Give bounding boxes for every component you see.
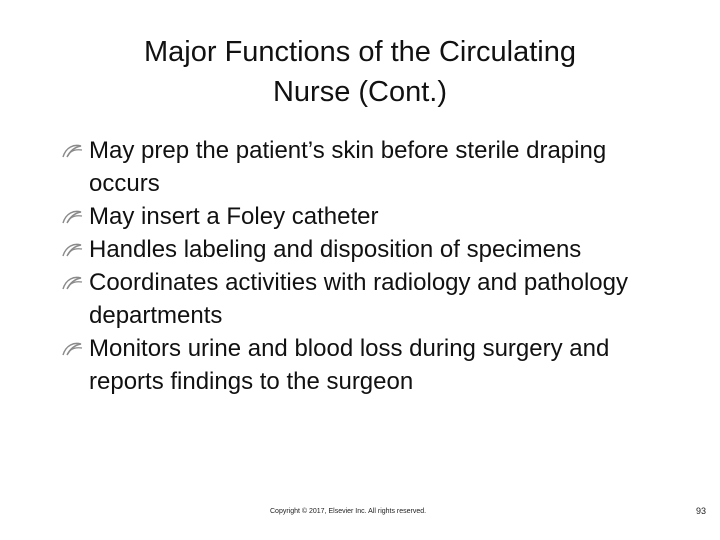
page-number: 93: [695, 506, 706, 516]
title-line-2: Nurse (Cont.): [272, 76, 448, 108]
bullet-text: Monitors urine and blood loss during surgery and reports findings to the surgeon: [89, 335, 610, 395]
bullet-text: May insert a Foley catheter: [89, 203, 379, 230]
bullet-text: Coordinates activities with radiology and pathology departments: [89, 269, 628, 329]
slide-title: [60, 32, 660, 112]
bullet-item: [60, 332, 680, 398]
footer-copyright: Copyright © 2017, Elsevier Inc. All rights reserved.: [270, 508, 427, 515]
bullet-text: May prep the patient’s skin before sterile draping occurs: [89, 137, 607, 197]
title-line-1: Major Functions of the Circulating: [144, 36, 576, 68]
bullet-item: [60, 233, 680, 266]
swash-leaf-icon: [60, 209, 84, 225]
swash-leaf-icon: [60, 242, 84, 258]
bullet-item: [60, 134, 680, 200]
swash-leaf-icon: [60, 275, 84, 291]
bullet-item: [60, 200, 680, 233]
swash-leaf-icon: [60, 143, 84, 159]
bullet-text: Handles labeling and disposition of specimens: [89, 236, 582, 263]
bullet-list: [60, 134, 680, 398]
swash-leaf-icon: [60, 341, 84, 357]
bullet-item: [60, 266, 680, 332]
